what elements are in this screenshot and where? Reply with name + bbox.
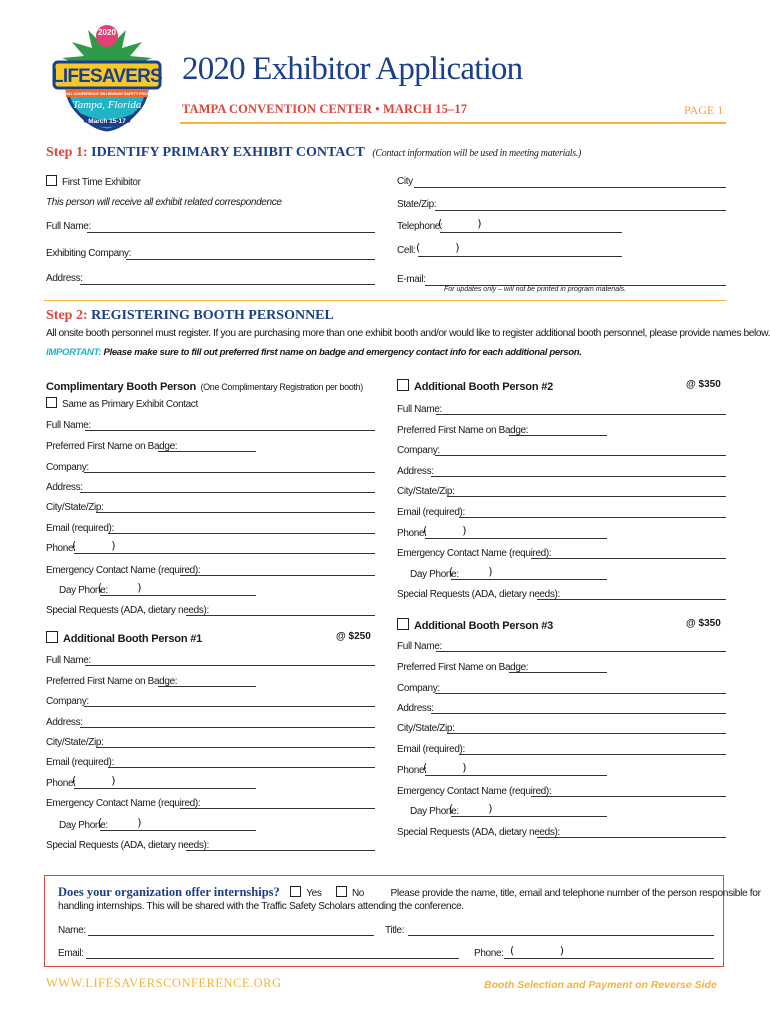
- add3-price: @ $350: [686, 618, 721, 629]
- add1-email-label: Email (required):: [46, 757, 114, 768]
- add3-special-label: Special Requests (ADA, dietary needs):: [397, 827, 560, 838]
- comp-pref-field[interactable]: [158, 451, 256, 452]
- add3-special-field[interactable]: [537, 837, 726, 838]
- step1-cell-paren: ( ): [416, 241, 460, 254]
- comp-same[interactable]: [46, 397, 198, 410]
- comp-phone-field[interactable]: [74, 553, 375, 554]
- step1-heading: [46, 145, 581, 161]
- add1-csz-label: City/State/Zip:: [46, 737, 104, 748]
- add3-fullname-label: Full Name:: [397, 641, 442, 652]
- comp-company-label: Company:: [46, 462, 89, 473]
- add3-phone-label: Phone:: [397, 765, 427, 776]
- comp-phone-paren: ( ): [72, 539, 116, 552]
- logo-tagline: NATIONAL CONFERENCE ON HIGHWAY SAFETY PRIORITIES: [54, 92, 160, 96]
- add3-emergency-label: Emergency Contact Name (required):: [397, 786, 552, 797]
- internship-title-field[interactable]: [408, 935, 714, 936]
- add3-pref-field[interactable]: [509, 672, 607, 673]
- internship-question-row: [58, 883, 761, 901]
- comp-emergency-label: Emergency Contact Name (required):: [46, 565, 201, 576]
- internship-yes-checkbox[interactable]: [290, 886, 301, 897]
- add3-email-field[interactable]: [459, 754, 726, 755]
- first-time-exhibitor[interactable]: [46, 175, 141, 188]
- step1-num: Step 1:: [46, 145, 88, 160]
- step1-telephone-field[interactable]: [440, 232, 622, 233]
- add2-phone-field[interactable]: [425, 538, 607, 539]
- add2-fullname-label: Full Name:: [397, 404, 442, 415]
- first-time-label: First Time Exhibitor: [62, 177, 141, 188]
- add2-special-label: Special Requests (ADA, dietary needs):: [397, 589, 560, 600]
- logo-year: 2020: [98, 28, 116, 37]
- logo-city: Tampa, Florida: [72, 99, 142, 111]
- internship-title-label: Title:: [385, 925, 405, 936]
- internship-phone-label: Phone:: [474, 948, 504, 959]
- comp-fullname-field[interactable]: [85, 430, 375, 431]
- add2-title: Additional Booth Person #2: [414, 381, 554, 393]
- important-label: IMPORTANT:: [46, 347, 102, 358]
- header-rule: [180, 122, 726, 124]
- add2-heading[interactable]: [397, 377, 553, 395]
- add2-pref-field[interactable]: [509, 435, 607, 436]
- add2-email-field[interactable]: [459, 517, 726, 518]
- comp-company-field[interactable]: [84, 472, 375, 473]
- comp-email-label: Email (required):: [46, 523, 114, 534]
- step2-intro: All onsite booth personnel must register. If you are purchasing more than one exhibit booth and/or would like to register additional booth personnel, please provide names below.: [46, 328, 770, 339]
- comp-sub: (One Complimentary Registration per booth): [200, 382, 363, 392]
- page-title: 2020 Exhibitor Application: [182, 51, 523, 87]
- comp-email-field[interactable]: [108, 533, 375, 534]
- internship-name-field[interactable]: [88, 935, 374, 936]
- add2-address-label: Address:: [397, 466, 434, 477]
- add1-company-label: Company:: [46, 696, 89, 707]
- add1-emergency-label: Emergency Contact Name (required):: [46, 798, 201, 809]
- add1-dayphone-paren: ( ): [98, 816, 142, 829]
- add1-special-field[interactable]: [186, 850, 375, 851]
- footer-note: Booth Selection and Payment on Reverse Side: [484, 979, 717, 991]
- add2-dayphone-paren: ( ): [449, 565, 493, 578]
- step2-heading: [46, 308, 334, 324]
- step1-fullname-label: Full Name:: [46, 221, 91, 232]
- section-rule: [44, 300, 726, 301]
- step1-email-label: E-mail:: [397, 274, 426, 285]
- comp-dayphone-field[interactable]: [100, 595, 256, 596]
- add1-checkbox[interactable]: [46, 631, 58, 643]
- add3-emergency-field[interactable]: [531, 796, 726, 797]
- add3-dayphone-field[interactable]: [451, 816, 607, 817]
- add2-price: @ $350: [686, 379, 721, 390]
- add3-title: Additional Booth Person #3: [414, 620, 554, 632]
- comp-csz-label: City/State/Zip:: [46, 502, 104, 513]
- add1-pref-label: Preferred First Name on Badge:: [46, 676, 178, 687]
- step1-cell-label: Cell:: [397, 245, 416, 256]
- add2-phone-paren: ( ): [423, 524, 467, 537]
- step1-city-field[interactable]: [414, 187, 726, 188]
- add3-phone-field[interactable]: [425, 775, 607, 776]
- add2-emergency-label: Emergency Contact Name (required):: [397, 548, 552, 559]
- add1-phone-field[interactable]: [74, 788, 256, 789]
- internship-email-label: Email:: [58, 948, 84, 959]
- add1-heading[interactable]: [46, 629, 202, 647]
- comp-address-field[interactable]: [80, 492, 375, 493]
- step2-title: REGISTERING BOOTH PERSONNEL: [91, 308, 334, 323]
- add3-csz-field[interactable]: [447, 733, 726, 734]
- page-subtitle: TAMPA CONVENTION CENTER • MARCH 15–17: [182, 102, 468, 116]
- step2-num: Step 2:: [46, 308, 88, 323]
- internship-question: Does your organization offer internships?: [58, 885, 280, 899]
- add3-phone-paren: ( ): [423, 761, 467, 774]
- add3-company-field[interactable]: [435, 693, 726, 694]
- step1-company-label: Exhibiting Company:: [46, 248, 132, 259]
- email-note: For updates only – will not be printed in program materials.: [444, 286, 627, 293]
- add2-email-label: Email (required):: [397, 507, 465, 518]
- internship-text2: handling internships. This will be shared with the Traffic Safety Scholars attending the conference.: [58, 901, 464, 912]
- add3-pref-label: Preferred First Name on Badge:: [397, 662, 529, 673]
- add2-emergency-field[interactable]: [531, 558, 726, 559]
- add1-emergency-field[interactable]: [180, 808, 375, 809]
- correspondence-note: This person will receive all exhibit related correspondence: [46, 197, 282, 208]
- add1-phone-label: Phone:: [46, 778, 76, 789]
- add1-dayphone-label: Day Phone:: [59, 820, 108, 831]
- step1-statezip-field[interactable]: [435, 210, 726, 211]
- add3-dayphone-label: Day Phone:: [410, 806, 459, 817]
- add2-company-field[interactable]: [435, 455, 726, 456]
- add3-fullname-field[interactable]: [436, 651, 726, 652]
- internship-no[interactable]: [336, 888, 364, 899]
- comp-special-field[interactable]: [186, 615, 375, 616]
- comp-emergency-field[interactable]: [180, 575, 375, 576]
- step1-city-label: City: [397, 176, 413, 187]
- add2-phone-label: Phone:: [397, 528, 427, 539]
- comp-dayphone-paren: ( ): [98, 581, 142, 594]
- add2-dayphone-label: Day Phone:: [410, 569, 459, 580]
- add1-dayphone-field[interactable]: [100, 830, 256, 831]
- first-time-checkbox[interactable]: [46, 175, 57, 186]
- internship-yes[interactable]: [290, 888, 321, 899]
- important-text: Please make sure to fill out preferred first name on badge and emergency contact info for each additional person.: [103, 347, 582, 358]
- internship-name-label: Name:: [58, 925, 86, 936]
- add3-heading[interactable]: [397, 616, 553, 634]
- comp-dayphone-label: Day Phone:: [59, 585, 108, 596]
- add3-company-label: Company:: [397, 683, 440, 694]
- add1-price: @ $250: [336, 631, 371, 642]
- step2-important: [46, 347, 582, 358]
- internship-email-field[interactable]: [86, 958, 459, 959]
- add1-special-label: Special Requests (ADA, dietary needs):: [46, 840, 209, 851]
- footer-url-link[interactable]: WWW.LIFESAVERSCONFERENCE.ORG: [46, 976, 282, 990]
- add2-fullname-field[interactable]: [436, 414, 726, 415]
- comp-csz-field[interactable]: [96, 512, 375, 513]
- internship-phone-field[interactable]: [504, 958, 714, 959]
- internship-yes-label: Yes: [306, 888, 322, 899]
- add1-address-field[interactable]: [80, 727, 375, 728]
- add2-checkbox[interactable]: [397, 379, 409, 391]
- step1-cell-field[interactable]: [418, 256, 622, 257]
- add1-phone-paren: ( ): [72, 774, 116, 787]
- add2-csz-label: City/State/Zip:: [397, 486, 455, 497]
- add2-special-field[interactable]: [537, 599, 726, 600]
- comp-fullname-label: Full Name:: [46, 420, 91, 431]
- add1-company-field[interactable]: [84, 706, 375, 707]
- logo-dates: March 15-17: [88, 118, 126, 125]
- add3-csz-label: City/State/Zip:: [397, 723, 455, 734]
- step1-fullname-field[interactable]: [87, 232, 375, 233]
- step1-address-label: Address:: [46, 273, 83, 284]
- comp-heading: [46, 377, 363, 395]
- step1-company-field[interactable]: [126, 259, 375, 260]
- add1-pref-field[interactable]: [158, 686, 256, 687]
- comp-phone-label: Phone:: [46, 543, 76, 554]
- comp-address-label: Address:: [46, 482, 83, 493]
- add2-company-label: Company:: [397, 445, 440, 456]
- internship-phone-paren: ( ): [510, 944, 565, 957]
- add2-csz-field[interactable]: [447, 496, 726, 497]
- add2-pref-label: Preferred First Name on Badge:: [397, 425, 529, 436]
- add1-csz-field[interactable]: [96, 747, 375, 748]
- add3-address-field[interactable]: [431, 713, 726, 714]
- add3-checkbox[interactable]: [397, 618, 409, 630]
- same-as-primary-checkbox[interactable]: [46, 397, 57, 408]
- add3-address-label: Address:: [397, 703, 434, 714]
- comp-pref-label: Preferred First Name on Badge:: [46, 441, 178, 452]
- add1-address-label: Address:: [46, 717, 83, 728]
- add3-email-label: Email (required):: [397, 744, 465, 755]
- add1-fullname-field[interactable]: [85, 665, 375, 666]
- add1-title: Additional Booth Person #1: [63, 633, 203, 645]
- lifesavers-logo: [52, 22, 162, 132]
- comp-special-label: Special Requests (ADA, dietary needs):: [46, 605, 209, 616]
- logo-name: LIFESAVERS: [52, 66, 162, 87]
- comp-title: Complimentary Booth Person: [46, 381, 197, 393]
- internship-text1: Please provide the name, title, email and telephone number of the person responsible for: [390, 888, 761, 899]
- add2-dayphone-field[interactable]: [451, 579, 607, 580]
- step1-telephone-paren: ( ): [438, 217, 482, 230]
- add2-address-field[interactable]: [431, 476, 726, 477]
- step1-address-field[interactable]: [80, 284, 375, 285]
- comp-same-label: Same as Primary Exhibit Contact: [62, 399, 198, 410]
- step1-telephone-label: Telephone:: [397, 221, 443, 232]
- step1-title: IDENTIFY PRIMARY EXHIBIT CONTACT: [91, 145, 365, 160]
- step1-statezip-label: State/Zip:: [397, 199, 437, 210]
- page-number: PAGE 1: [684, 103, 724, 117]
- add3-dayphone-paren: ( ): [449, 802, 493, 815]
- add1-email-field[interactable]: [108, 767, 375, 768]
- internship-no-checkbox[interactable]: [336, 886, 347, 897]
- add1-fullname-label: Full Name:: [46, 655, 91, 666]
- internship-no-label: No: [351, 888, 365, 899]
- step1-note: (Contact information will be used in meeting materials.): [372, 148, 582, 159]
